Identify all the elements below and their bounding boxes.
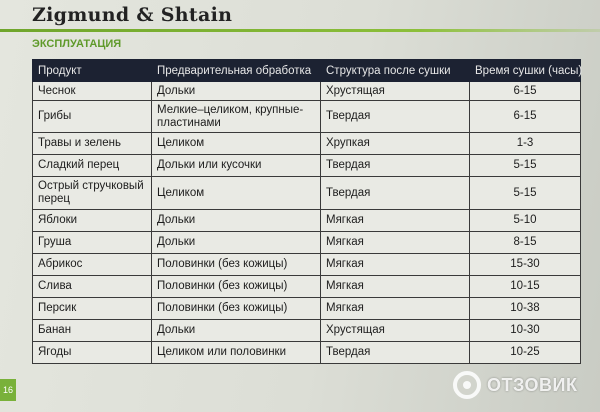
section-title: ЭКСПЛУАТАЦИЯ bbox=[32, 38, 122, 50]
table-row bbox=[33, 276, 581, 298]
preparation-cell: Половинки (без кожицы) bbox=[152, 276, 321, 298]
time-cell: 5-10 bbox=[470, 210, 581, 232]
table-row bbox=[33, 254, 581, 276]
preparation-cell: Дольки bbox=[152, 320, 321, 342]
table-row bbox=[33, 155, 581, 177]
product-cell: Яблоки bbox=[33, 210, 152, 232]
header-structure: Структура после сушки bbox=[321, 60, 470, 82]
product-cell: Абрикос bbox=[33, 254, 152, 276]
product-cell: Травы и зелень bbox=[33, 133, 152, 155]
time-cell: 5-15 bbox=[470, 177, 581, 210]
table-row bbox=[33, 298, 581, 320]
watermark bbox=[452, 370, 577, 400]
time-cell: 8-15 bbox=[470, 232, 581, 254]
header-preparation: Предварительная обработка bbox=[152, 60, 321, 82]
preparation-cell: Целиком или половинки bbox=[152, 342, 321, 364]
structure-cell: Твердая bbox=[321, 155, 470, 177]
time-cell: 10-38 bbox=[470, 298, 581, 320]
preparation-cell: Дольки bbox=[152, 82, 321, 101]
preparation-cell: Дольки bbox=[152, 210, 321, 232]
table-row bbox=[33, 210, 581, 232]
time-cell: 15-30 bbox=[470, 254, 581, 276]
time-cell: 10-25 bbox=[470, 342, 581, 364]
product-cell: Слива bbox=[33, 276, 152, 298]
time-cell: 6-15 bbox=[470, 101, 581, 133]
preparation-cell: Дольки или кусочки bbox=[152, 155, 321, 177]
header-time: Время сушки (часы) bbox=[470, 60, 581, 82]
product-cell: Груша bbox=[33, 232, 152, 254]
structure-cell: Хрустящая bbox=[321, 320, 470, 342]
structure-cell: Хрустящая bbox=[321, 82, 470, 101]
structure-cell: Хрупкая bbox=[321, 133, 470, 155]
product-cell: Ягоды bbox=[33, 342, 152, 364]
preparation-cell: Половинки (без кожицы) bbox=[152, 298, 321, 320]
brand-logo: Zigmund & Shtain bbox=[32, 4, 233, 26]
structure-cell: Мягкая bbox=[321, 254, 470, 276]
table-row bbox=[33, 232, 581, 254]
preparation-cell: Мелкие–целиком, крупные-пластинами bbox=[152, 101, 321, 133]
product-cell: Сладкий перец bbox=[33, 155, 152, 177]
structure-cell: Твердая bbox=[321, 101, 470, 133]
table-row bbox=[33, 101, 581, 133]
product-cell: Грибы bbox=[33, 101, 152, 133]
structure-cell: Мягкая bbox=[321, 232, 470, 254]
structure-cell: Мягкая bbox=[321, 276, 470, 298]
table-row bbox=[33, 342, 581, 364]
time-cell: 1-3 bbox=[470, 133, 581, 155]
watermark-logo-icon bbox=[452, 370, 482, 400]
drying-table bbox=[32, 59, 581, 364]
table-row bbox=[33, 133, 581, 155]
structure-cell: Мягкая bbox=[321, 210, 470, 232]
page-number: 16 bbox=[0, 379, 16, 401]
time-cell: 6-15 bbox=[470, 82, 581, 101]
table-row bbox=[33, 177, 581, 210]
structure-cell: Твердая bbox=[321, 177, 470, 210]
structure-cell: Твердая bbox=[321, 342, 470, 364]
preparation-cell: Целиком bbox=[152, 133, 321, 155]
table-row bbox=[33, 82, 581, 101]
product-cell: Банан bbox=[33, 320, 152, 342]
preparation-cell: Дольки bbox=[152, 232, 321, 254]
preparation-cell: Половинки (без кожицы) bbox=[152, 254, 321, 276]
table-row bbox=[33, 320, 581, 342]
time-cell: 5-15 bbox=[470, 155, 581, 177]
table-header-row bbox=[33, 60, 581, 82]
time-cell: 10-30 bbox=[470, 320, 581, 342]
watermark-text: ОТЗОВИК bbox=[487, 374, 578, 395]
product-cell: Персик bbox=[33, 298, 152, 320]
header-divider bbox=[0, 29, 600, 32]
header-product: Продукт bbox=[33, 60, 152, 82]
product-cell: Чеснок bbox=[33, 82, 152, 101]
preparation-cell: Целиком bbox=[152, 177, 321, 210]
product-cell: Острый стручковый перец bbox=[33, 177, 152, 210]
time-cell: 10-15 bbox=[470, 276, 581, 298]
structure-cell: Мягкая bbox=[321, 298, 470, 320]
